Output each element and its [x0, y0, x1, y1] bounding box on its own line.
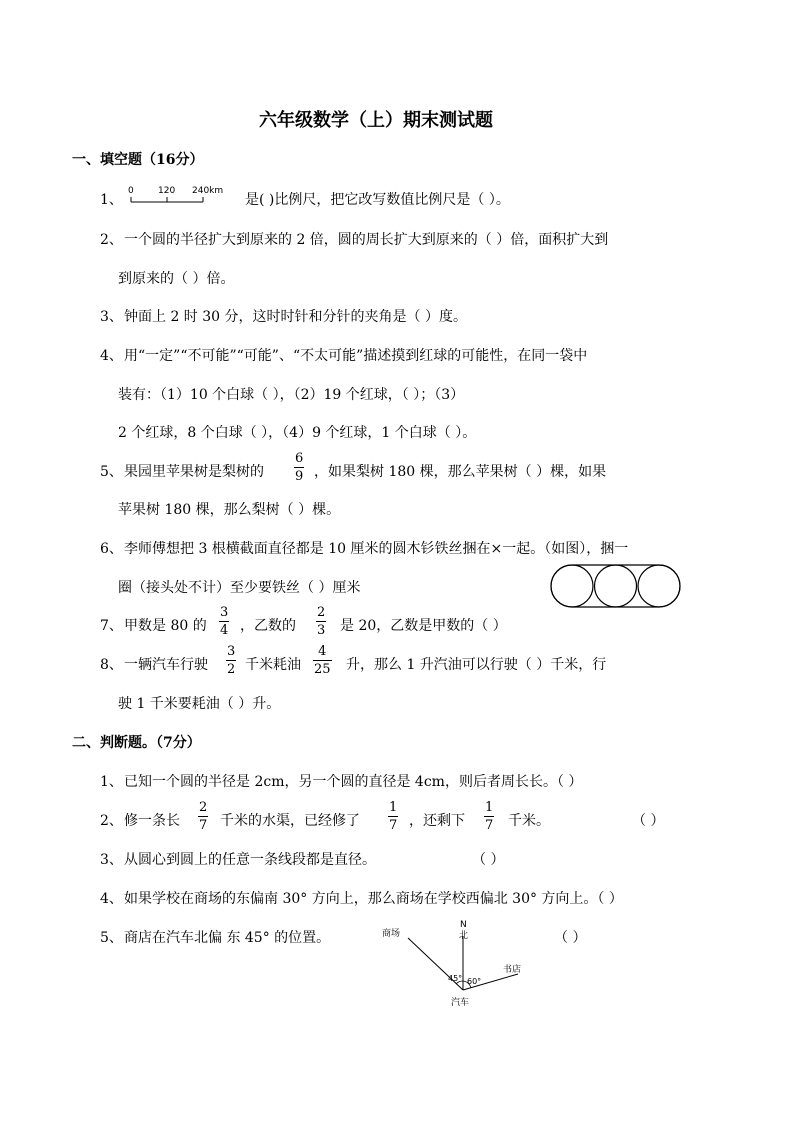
s2-q2-fraction-2: [388, 801, 398, 832]
s2-q2-f3-num: 1: [485, 800, 494, 815]
q1-text: 是( )比例尺，把它改写数值比例尺是（ ）。: [245, 192, 510, 208]
s2-q3-bracket: （ ）: [472, 852, 505, 868]
s2-q5-number: 5、: [100, 930, 123, 946]
q8-part1: 一辆汽车行驶: [124, 657, 208, 673]
s2-q2-f2-den: 7: [389, 818, 398, 833]
q6-line2: 圈（接头处不计）至少要铁丝（ ）厘米: [118, 580, 361, 596]
q2-number: 2、: [100, 232, 123, 248]
s2-q1-text: 已知一个圆的半径是 2cm，另一个圆的直径是 4cm，则后者周长长。（ ）: [124, 774, 583, 790]
s2-q4-text: 如果学校在商场的东偏南 30° 方向上，那么商场在学校西偏北 30° 方向上。（ ）: [124, 891, 623, 907]
section-heading-fill-blank: 一、填空题（16分）: [72, 152, 204, 168]
s2-q2-f1-num: 2: [199, 800, 208, 815]
q8-fraction-1: [226, 645, 236, 676]
q8-line2: 驶 1 千米要耗油（ ）升。: [118, 696, 281, 712]
q8-part3: 升，那么 1 升汽油可以行驶（ ）千米，行: [346, 657, 607, 673]
q7-f2-den: 3: [317, 623, 326, 638]
q5-number: 5、: [100, 464, 123, 480]
q5-frac-den: 9: [295, 469, 304, 484]
section-heading-true-false: 二、判断题。（7分）: [72, 735, 201, 751]
north-label: 北: [459, 931, 469, 941]
s2-q2-number: 2、: [100, 813, 123, 829]
q4-line3: 2 个红球，8 个白球（ ），（4）9 个红球，1 个白球（ ）。: [118, 425, 477, 441]
q6-number: 6、: [100, 541, 123, 557]
q8-f1-den: 2: [227, 662, 236, 677]
s2-q2-fraction-3: [484, 801, 494, 832]
q3-text: 钟面上 2 时 30 分，这时时针和分针的夹角是（ ）度。: [124, 309, 467, 325]
page-title: 六年级数学（上）期末测试题: [259, 110, 493, 131]
q7-part2: ，乙数的: [240, 618, 296, 634]
q7-part1: 甲数是 80 的: [124, 618, 207, 634]
s2-q2-part3: ，还剩下: [409, 813, 465, 829]
q6-line1: 李师傅想把 3 根横截面直径都是 10 厘米的圆木钐铁丝捆在×一起。（如图），捆一: [124, 541, 629, 557]
compass-diagram-icon: [378, 918, 538, 1013]
scale-label-120: 120: [158, 186, 176, 196]
s2-q2-f2-num: 1: [389, 800, 398, 815]
s2-q2-part2: 千米的水渠，已经修了: [220, 813, 360, 829]
q7-fraction-2: [316, 606, 326, 637]
direction-diagram: [378, 918, 538, 1013]
s2-q2-part1: 修一条长: [124, 813, 180, 829]
bookstore-label: 书店: [503, 965, 522, 975]
q7-f2-num: 2: [317, 605, 326, 620]
q8-f1-num: 3: [227, 644, 236, 659]
q7-number: 7、: [100, 618, 123, 634]
s2-q4-number: 4、: [100, 891, 123, 907]
scale-bar-figure: [128, 183, 238, 207]
q4-line2: 装有：（1）10 个白球（ ），（2）19 个红球，（ ）；（3）: [118, 387, 465, 403]
car-label: 汽车: [451, 998, 470, 1008]
s2-q5-bracket: （ ）: [554, 930, 587, 946]
q8-f2-den: 25: [314, 662, 331, 677]
q7-f1-den: 4: [220, 623, 229, 638]
s2-q2-f3-den: 7: [485, 818, 494, 833]
three-logs-figure: [548, 563, 684, 609]
s2-q2-fraction-1: [198, 801, 208, 832]
angle-60-label: 60°: [467, 977, 482, 986]
s2-q3-text: 从圆心到圆上的任意一条线段都是直径。: [124, 852, 376, 868]
q7-part3: 是 20，乙数是甲数的（ ）: [340, 618, 507, 634]
q4-line1: 用“一定”“不可能”“可能”、“不太可能”描述摸到红球的可能性，在同一袋中: [124, 348, 588, 364]
s2-q2-bracket: （ ）: [632, 813, 665, 829]
q5-frac-num: 6: [295, 451, 304, 466]
scale-label-240: 240km: [192, 186, 224, 196]
q4-number: 4、: [100, 348, 123, 364]
q8-part2: 千米耗油: [245, 657, 301, 673]
s2-q3-number: 3、: [100, 852, 123, 868]
scale-bar-icon: [128, 183, 238, 207]
s2-q5-text: 商店在汽车北偏 东 45° 的位置。: [124, 930, 331, 946]
three-circles-icon: [548, 563, 684, 609]
s2-q2-f1-den: 7: [199, 818, 208, 833]
north-n-label: N: [460, 920, 467, 930]
q1-number: 1、: [100, 192, 123, 208]
q8-number: 8、: [100, 657, 123, 673]
q7-f1-num: 3: [220, 605, 229, 620]
angle-45-label: 45°: [448, 974, 463, 983]
q8-fraction-2: [313, 645, 332, 676]
q5-fraction: [294, 452, 304, 483]
q5-pre: 果园里苹果树是梨树的: [124, 464, 264, 480]
q2-line2: 到原来的（ ）倍。: [118, 271, 235, 287]
q2-line1: 一个圆的半径扩大到原来的 2 倍，圆的周长扩大到原来的（ ）倍，面积扩大到: [124, 232, 609, 248]
q3-number: 3、: [100, 309, 123, 325]
s2-q1-number: 1、: [100, 774, 123, 790]
q8-f2-num: 4: [318, 644, 327, 659]
s2-q2-part4: 千米。: [508, 813, 550, 829]
q7-fraction-1: [219, 606, 229, 637]
q5-post: ，如果梨树 180 棵，那么苹果树（ ）棵，如果: [314, 464, 607, 480]
q5-line2: 苹果树 180 棵，那么梨树（ ）棵。: [118, 502, 341, 518]
scale-label-0: 0: [128, 186, 134, 196]
mall-label: 商场: [382, 929, 401, 939]
